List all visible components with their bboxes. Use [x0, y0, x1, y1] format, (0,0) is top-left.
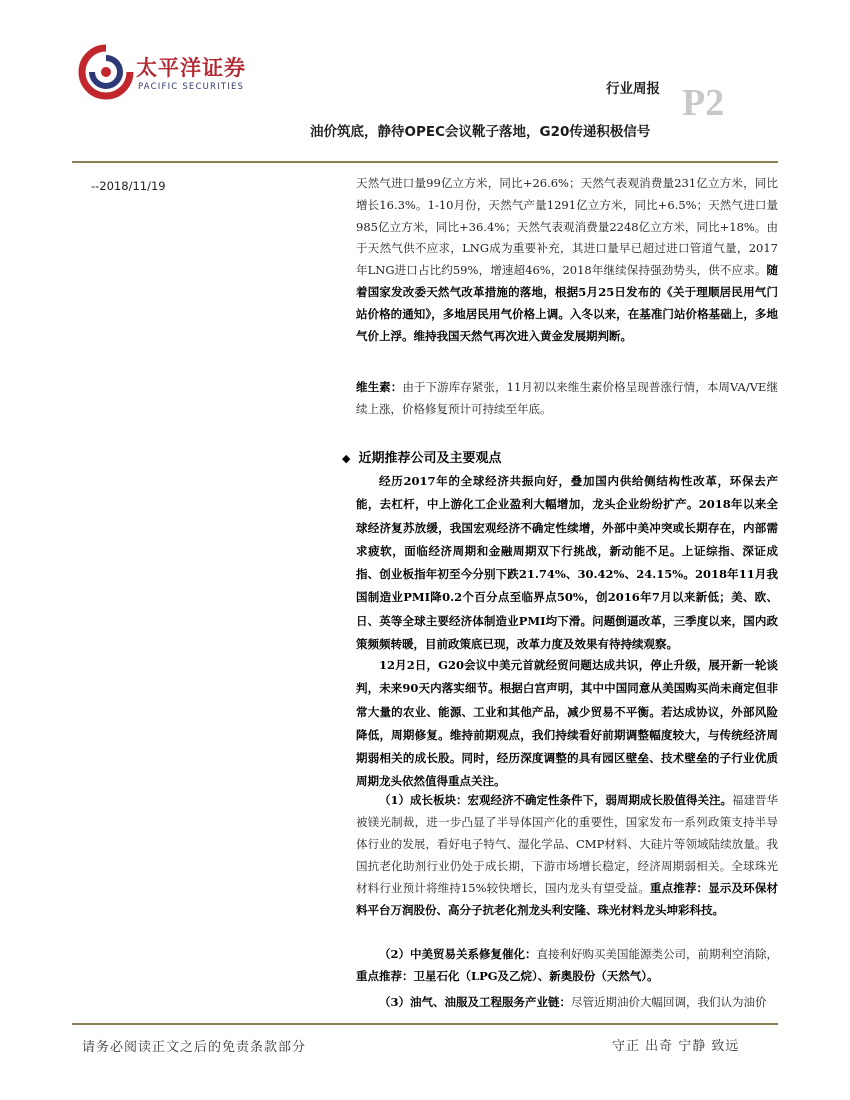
section-heading-text: 近期推荐公司及主要观点: [358, 451, 502, 466]
growth-sector-text: 福建晋华被镁光制裁，进一步凸显了半导体国产化的重要性，国家发布一系列政策支持半导体行业的发展，看好电子特气、湿化学品、CMP材料、大硅片等领域陆续放量。我国抗老化助剂行业仍处于成长期，下游市场增长稳定，经济周期弱相关。全球珠光材料行业预计将维持15%较快增长，国内龙头有望受益。: [356, 793, 778, 895]
g20-paragraph: 12月2日，G20会议中美元首就经贸问题达成共识，停止升级，展开新一轮谈判，未来90天内落实细节。根据白宫声明，其中中国同意从美国购买尚未商定但非常大量的农业、能源、工业和其他产品，减少贸易不平衡。若达成协议，外部风险降低，周期修复。维持前期观点，我们持续看好前期调整幅度较大，与传统经济周期弱相关的成长股。同时，经历深度调整的具有园区壁垒、技术壁垒的子行业优质周期龙头依然值得重点关注。: [356, 658, 778, 789]
trade-relations-text: 直接利好购买美国能源类公司，前期利空消除，: [536, 947, 779, 961]
vitamin-label: 维生素：: [356, 380, 403, 394]
page-number: P2: [682, 82, 725, 124]
growth-sector-label: （1）成长板块：宏观经济不确定性条件下，弱周期成长股值得关注。: [379, 793, 732, 807]
oil-services-label: （3）油气、油服及工程服务产业链：: [379, 995, 571, 1009]
company-name-cn: 太平洋证券: [136, 56, 246, 80]
footer-disclaimer: 请务必阅读正文之后的免责条款部分: [82, 1040, 307, 1055]
natural-gas-conclusion: 随着国家发改委天然气改革措施的落地，根据5月25日发布的《关于理顺居民用气门站价格的通知》，多地居民用气价格上调。入冬以来，在基准门站价格基础上，多地气价上浮。维持我国天然气再次进入黄金发展期判断。: [356, 263, 778, 343]
footer-divider: [72, 1023, 778, 1025]
oil-services-text: 尽管近期油价大幅回调，我们认为油价: [571, 995, 767, 1009]
logo-mark-icon: [78, 44, 134, 100]
trade-relations-paragraph: [356, 943, 778, 987]
footer-slogan: 守正 出奇 宁静 致远: [612, 1039, 740, 1054]
company-name-en: PACIFIC SECURITIES: [138, 82, 245, 92]
vitamin-text: 由于下游库存紧张，11月初以来维生素价格呈现普涨行情，本周VA/VE继续上涨，价格修复预计可持续至年底。: [356, 380, 778, 416]
natural-gas-paragraph: [356, 173, 778, 347]
vitamin-paragraph: [356, 377, 778, 421]
report-title: 油价筑底，静待OPEC会议靴子落地，G20传递积极信号: [310, 124, 651, 140]
report-type: 行业周报: [606, 81, 660, 97]
header-divider: [72, 161, 778, 163]
growth-sector-paragraph: [356, 789, 778, 921]
company-logo: [78, 44, 248, 100]
report-date: --2018/11/19: [91, 179, 166, 193]
section-heading: [342, 447, 501, 466]
growth-sector-picks: 重点推荐：显示及环保材料平台万润股份、高分子抗老化剂龙头利安隆、珠光材料龙头坤彩科技。: [356, 881, 779, 917]
oil-services-paragraph: [356, 991, 778, 1013]
diamond-bullet-icon: ◆: [342, 452, 351, 465]
macro-economy-paragraph: 经历2017年的全球经济共振向好，叠加国内供给侧结构性改革，环保去产能，去杠杆，中上游化工企业盈利大幅增加，龙头企业纷纷扩产。2018年以来全球经济复苏放缓，我国宏观经济不确定性续增，外部中美冲突或长期存在，内部需求疲软，面临经济周期和金融周期双下行挑战，新动能不足。上证综指、深证成指、创业板指年初至今分别下跌21.74%、30.42%、24.15%。2018年11月我国制造业PMI降0.2个百分点至临界点50%，创2016年7月以来新低；美、欧、日、英等全球主要经济体制造业PMI均下滑。问题倒逼改革，三季度以来，国内政策频频转暖，目前政策底已现，改革力度及效果有待持续观察。: [356, 474, 778, 652]
trade-relations-label: （2）中美贸易关系修复催化：: [379, 947, 537, 961]
natural-gas-text: 天然气进口量99亿立方米，同比+26.6%；天然气表观消费量231亿立方米，同比增长16.3%。1-10月份，天然气产量1291亿立方米，同比+6.5%；天然气进口量985亿立方米，同比+36.4%；天然气表观消费量2248亿立方米，同比+18%。由于天然气供不应求，LNG成为重要补充，其进口量早已超过进口管道气量，2017年LNG进口占比约59%，增速超46%，2018年继续保持强劲势头，供不应求。: [356, 176, 778, 278]
trade-relations-picks: 重点推荐：卫星石化（LPG及乙烷）、新奥股份（天然气）。: [356, 969, 659, 983]
